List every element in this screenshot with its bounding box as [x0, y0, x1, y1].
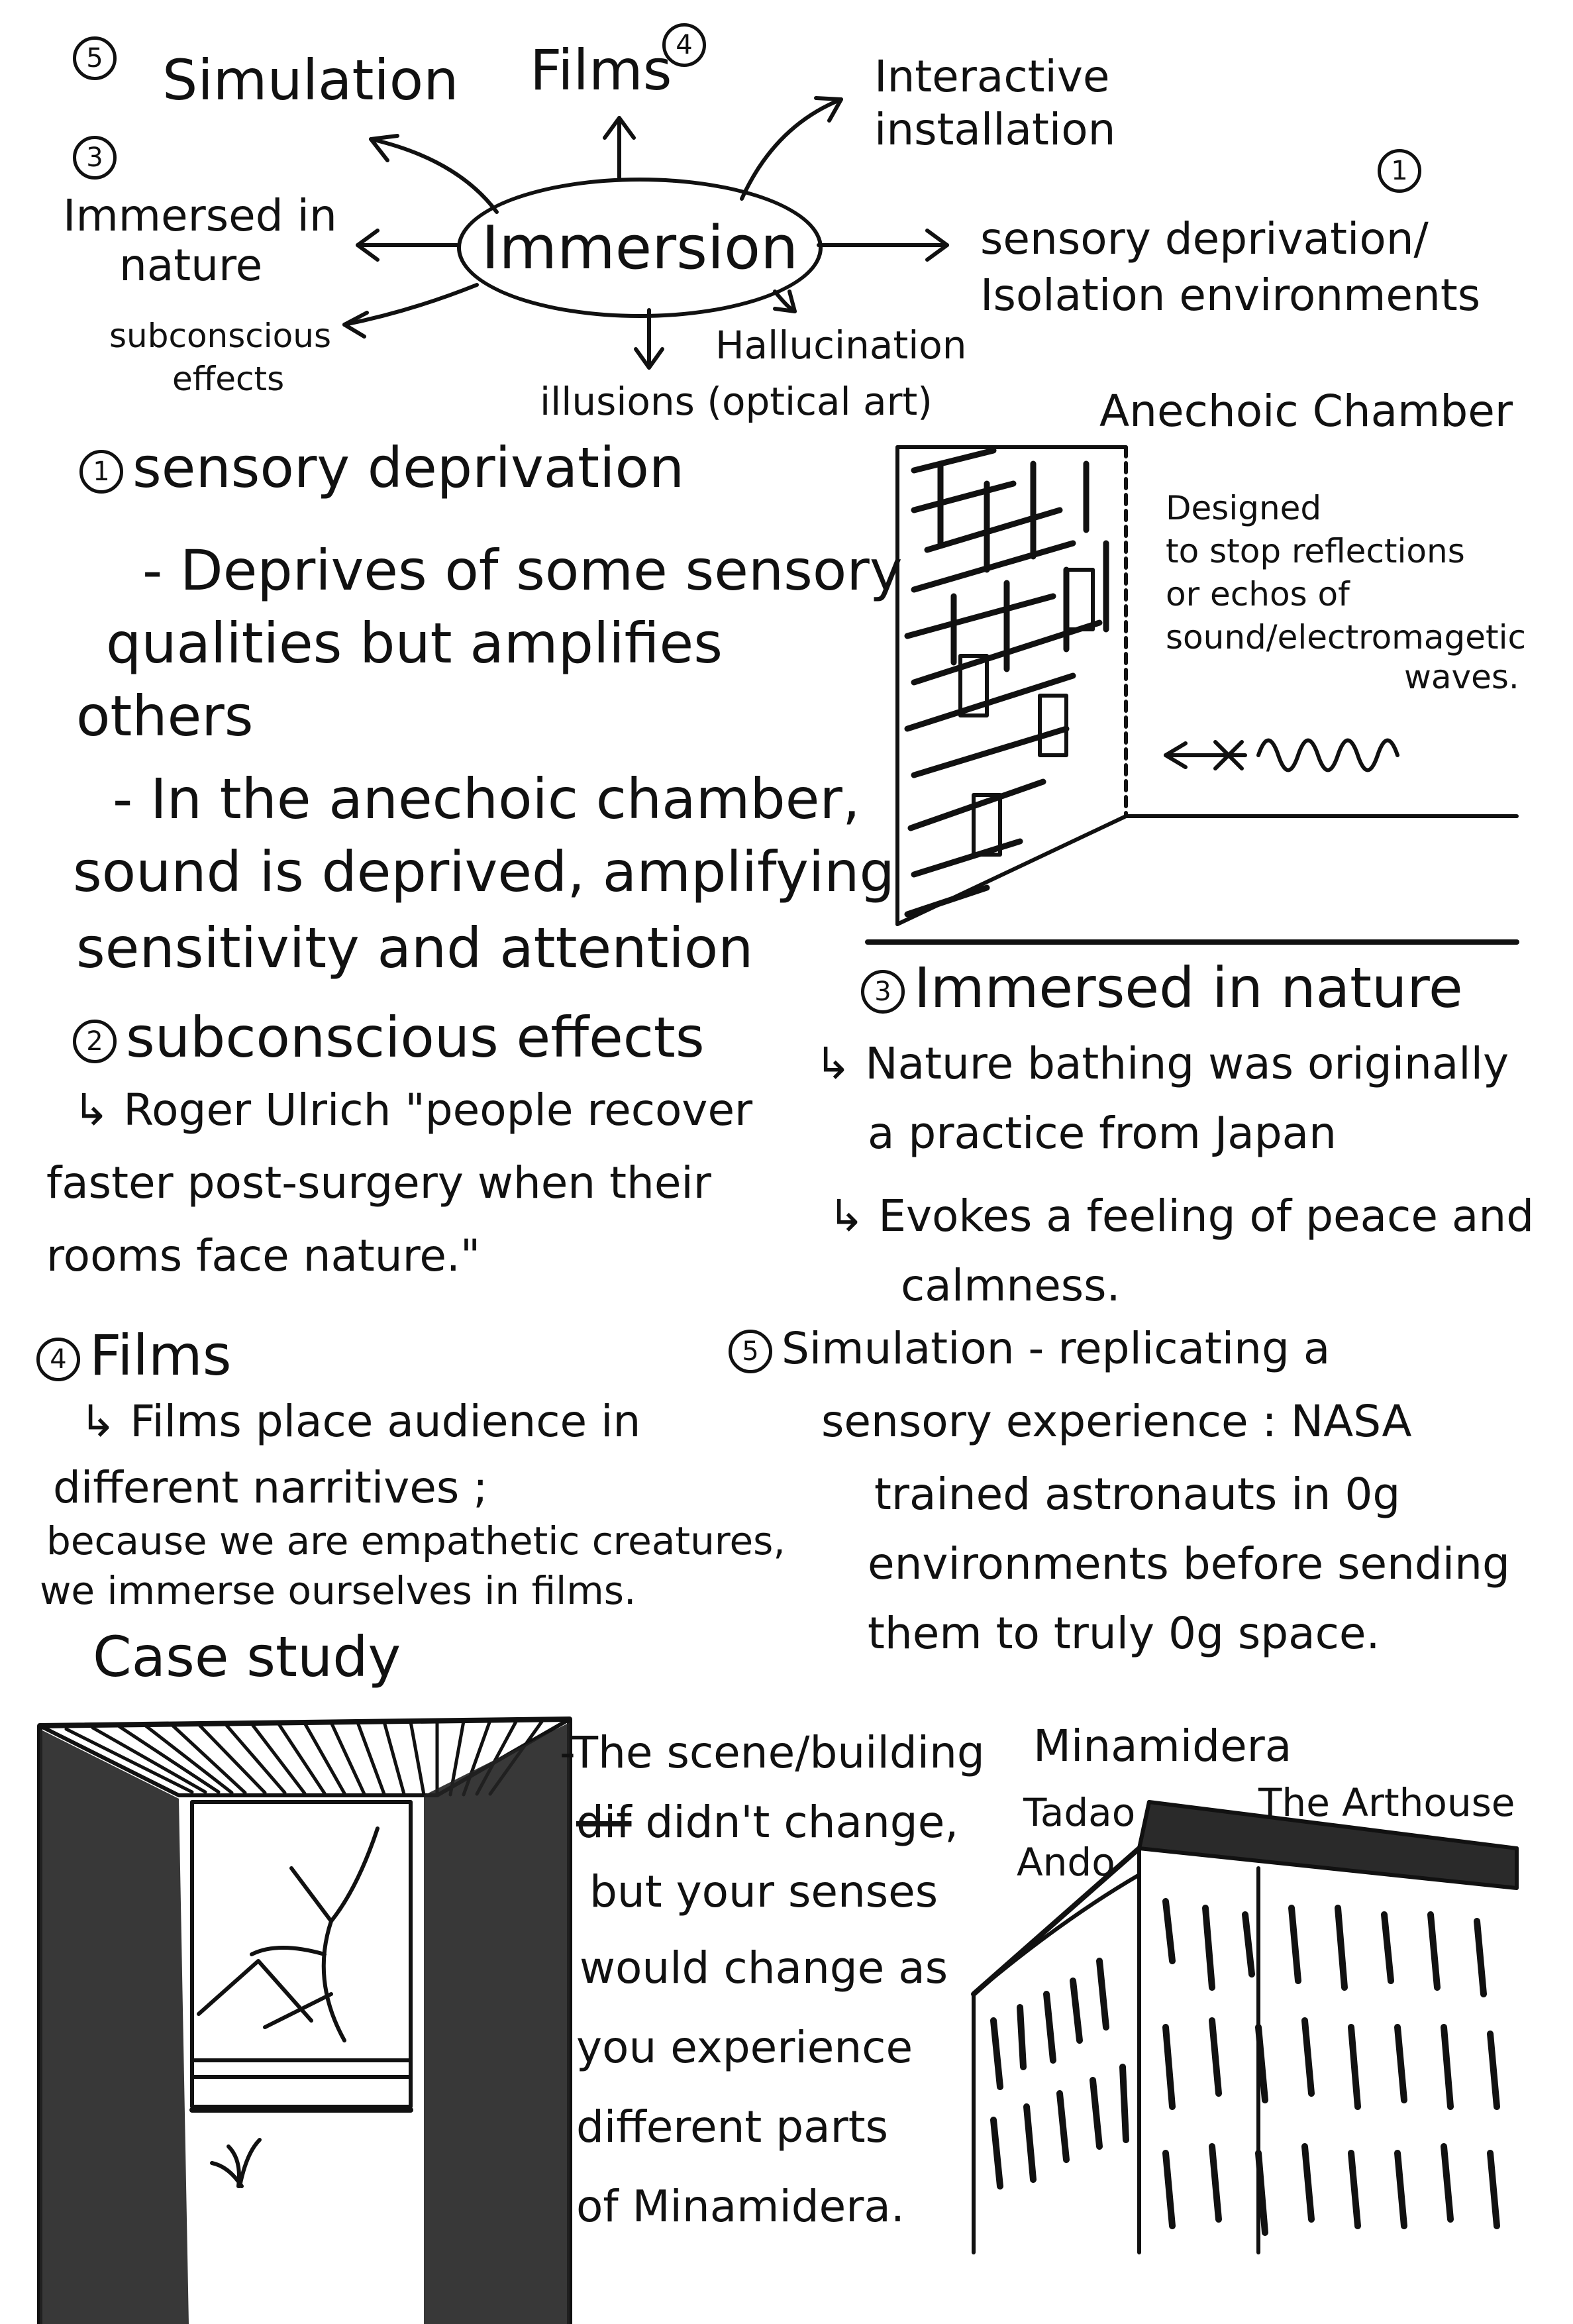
section3-title: Immersed in nature	[914, 955, 1463, 1020]
chamber-note-4: sound/electromagetic	[1166, 618, 1526, 657]
mindmap-center: Immersion	[457, 178, 823, 318]
section2-heading	[73, 1007, 705, 1068]
case-study-line	[576, 1799, 958, 1847]
corridor-sketch	[40, 1719, 570, 2324]
case-study-line: you experience	[576, 2022, 913, 2073]
section5-line: trained astronauts in 0g	[874, 1469, 1401, 1520]
section4-line: because we are empathetic creatures,	[46, 1518, 786, 1563]
branch-subconscious: subconscious	[109, 317, 332, 355]
branch-simulation: Simulation	[162, 48, 459, 113]
chamber-note-1: Designed	[1166, 489, 1322, 527]
branch-isolation: Isolation environments	[980, 270, 1481, 321]
section1-line: sound is deprived, amplifying	[73, 839, 895, 904]
number-badge: 5	[729, 1330, 772, 1373]
section5-line: environments before sending	[868, 1538, 1510, 1589]
chamber-note-5: waves.	[1404, 658, 1519, 696]
section2-line: rooms face nature."	[46, 1230, 481, 1281]
section2-line: ↳ Roger Ulrich "people recover	[73, 1084, 753, 1136]
chamber-note-3: or echos of	[1166, 575, 1350, 613]
section1-heading	[79, 437, 684, 498]
section4-line: we immerse ourselves in films.	[40, 1568, 636, 1613]
branch-installation: installation	[874, 104, 1116, 155]
arrow-to-subconscious	[344, 285, 477, 325]
section3-line: ↳ Evokes a feeling of peace and	[828, 1190, 1535, 1241]
section3-line: calmness.	[901, 1260, 1121, 1311]
section3-heading	[861, 957, 1463, 1018]
number-badge: 5	[73, 36, 117, 80]
architect-last-name: Ando	[1017, 1840, 1115, 1885]
number-badge: 1	[1378, 149, 1421, 193]
chamber-title: Anechoic Chamber	[1099, 386, 1513, 437]
arrowhead-simulation	[371, 136, 397, 160]
number-badge: 3	[861, 970, 905, 1014]
number-badge: 4	[662, 23, 706, 67]
case-study-line: -The scene/building	[560, 1727, 985, 1778]
section1-line: others	[76, 684, 254, 749]
number-badge: 1	[79, 450, 123, 494]
struck-text: dif	[576, 1797, 632, 1848]
branch-nature: nature	[119, 240, 263, 291]
section1-line: sensitivity and attention	[76, 916, 754, 980]
number-badge: 3	[73, 136, 117, 180]
section5-title: Simulation - replicating a	[782, 1323, 1331, 1374]
venue-label: The Arthouse	[1258, 1780, 1515, 1825]
section1-title: sensory deprivation	[132, 435, 685, 500]
architect-first-name: Tadao	[1023, 1790, 1136, 1835]
case-study-text: didn't change,	[645, 1797, 959, 1848]
arrowhead-subconscious	[344, 313, 367, 337]
section2-title: subconscious effects	[126, 1005, 705, 1070]
number-badge: 2	[73, 1020, 117, 1063]
branch-illusions: illusions (optical art)	[540, 379, 933, 424]
case-study-line: but your senses	[589, 1866, 939, 1917]
section4-line: ↳ Films place audience in	[79, 1396, 641, 1447]
arrow-to-installation	[742, 99, 841, 199]
case-study-line: would change as	[580, 1942, 948, 1993]
branch-immersed-in: Immersed in	[63, 190, 337, 241]
section1-line: - In the anechoic chamber,	[113, 766, 860, 831]
section4-title: Films	[89, 1323, 232, 1388]
branch-films: Films	[530, 38, 672, 103]
arrow-to-simulation	[371, 139, 497, 212]
section5-line: sensory experience : NASA	[821, 1396, 1412, 1447]
section5-heading	[729, 1325, 1330, 1373]
section3-line: a practice from Japan	[868, 1108, 1337, 1159]
section4-heading	[36, 1325, 231, 1386]
section1-line: qualities but amplifies	[106, 611, 723, 676]
case-study-line: of Minamidera.	[576, 2181, 905, 2232]
branch-effects: effects	[172, 360, 285, 398]
section3-line: ↳ Nature bathing was originally	[815, 1038, 1509, 1089]
number-badge: 4	[36, 1338, 80, 1381]
section5-line: them to truly 0g space.	[868, 1608, 1380, 1659]
case-study-line: different parts	[576, 2101, 889, 2152]
branch-sensory-deprivation: sensory deprivation/	[980, 213, 1429, 264]
case-study-heading: Case study	[93, 1624, 401, 1689]
section4-line: different narritives ;	[53, 1462, 488, 1513]
section2-line: faster post-surgery when their	[46, 1157, 711, 1208]
branch-interactive: Interactive	[874, 51, 1110, 102]
branch-hallucination: Hallucination	[715, 323, 967, 368]
chamber-note-2: to stop reflections	[1166, 532, 1465, 570]
section1-line: - Deprives of some sensory	[142, 538, 903, 603]
place-label: Minamidera	[1033, 1720, 1292, 1771]
